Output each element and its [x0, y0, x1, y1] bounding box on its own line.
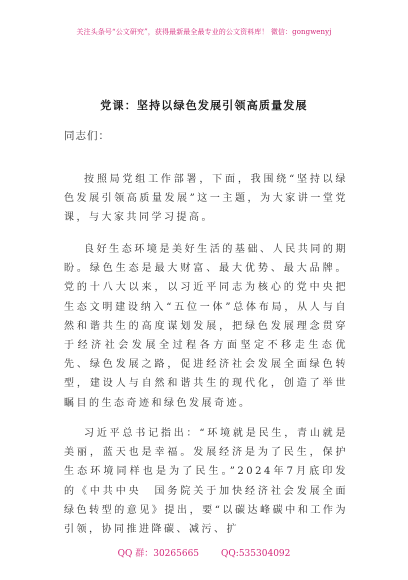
paragraph-1: 按照局党组工作部署，下面，我围绕“坚持以绿色发展引领高质量发展”这一主题，为大家讲一堂党课，与大家共同学习提高。 [64, 174, 348, 224]
header-banner: 关注头条号“公文研究”，获得最新最全最专业的公文资料库！ 微信：gongwenyj [76, 28, 332, 36]
salutation: 同志们： [64, 130, 110, 142]
paragraph-2: 良好生态环境是美好生活的基础、人民共同的期盼。绿色生态是最大财富、最大优势、最大品牌。党的十八大以来，以习近平同志为核心的党中央把生态文明建设纳入“五位一体”总体布局，从人与自然和谐共生的高度谋划发展，把绿色发展理念贯穿于经济社会发展全过程各方面坚定不移走生态优先、绿色发展之路，促进经济社会发展全面绿色转型，建设人与自然和谐共生的现代化，创造了举世瞩目的生态奇迹和绿色发展奇迹。 [64, 244, 348, 409]
footer-qq: QQ:535304092 [221, 549, 291, 559]
footer-qq-group: QQ 群：30265665 [117, 549, 200, 559]
paragraph-3: 习近平总书记指出：“环境就是民生，青山就是美丽，蓝天也是幸福。发展经济是为了民生，保护生态环境同样也是为了民生。”2024年7月底印发的《中共中央 国务院关于加快经济社会发展全面绿色转型的意见》提出，要“以碳达峰碳中和工作为引领，协同推进降碳、减污、扩 [64, 428, 348, 536]
footer-contact [0, 546, 408, 559]
page-title: 党课：坚持以绿色发展引领高质量发展 [100, 99, 308, 112]
